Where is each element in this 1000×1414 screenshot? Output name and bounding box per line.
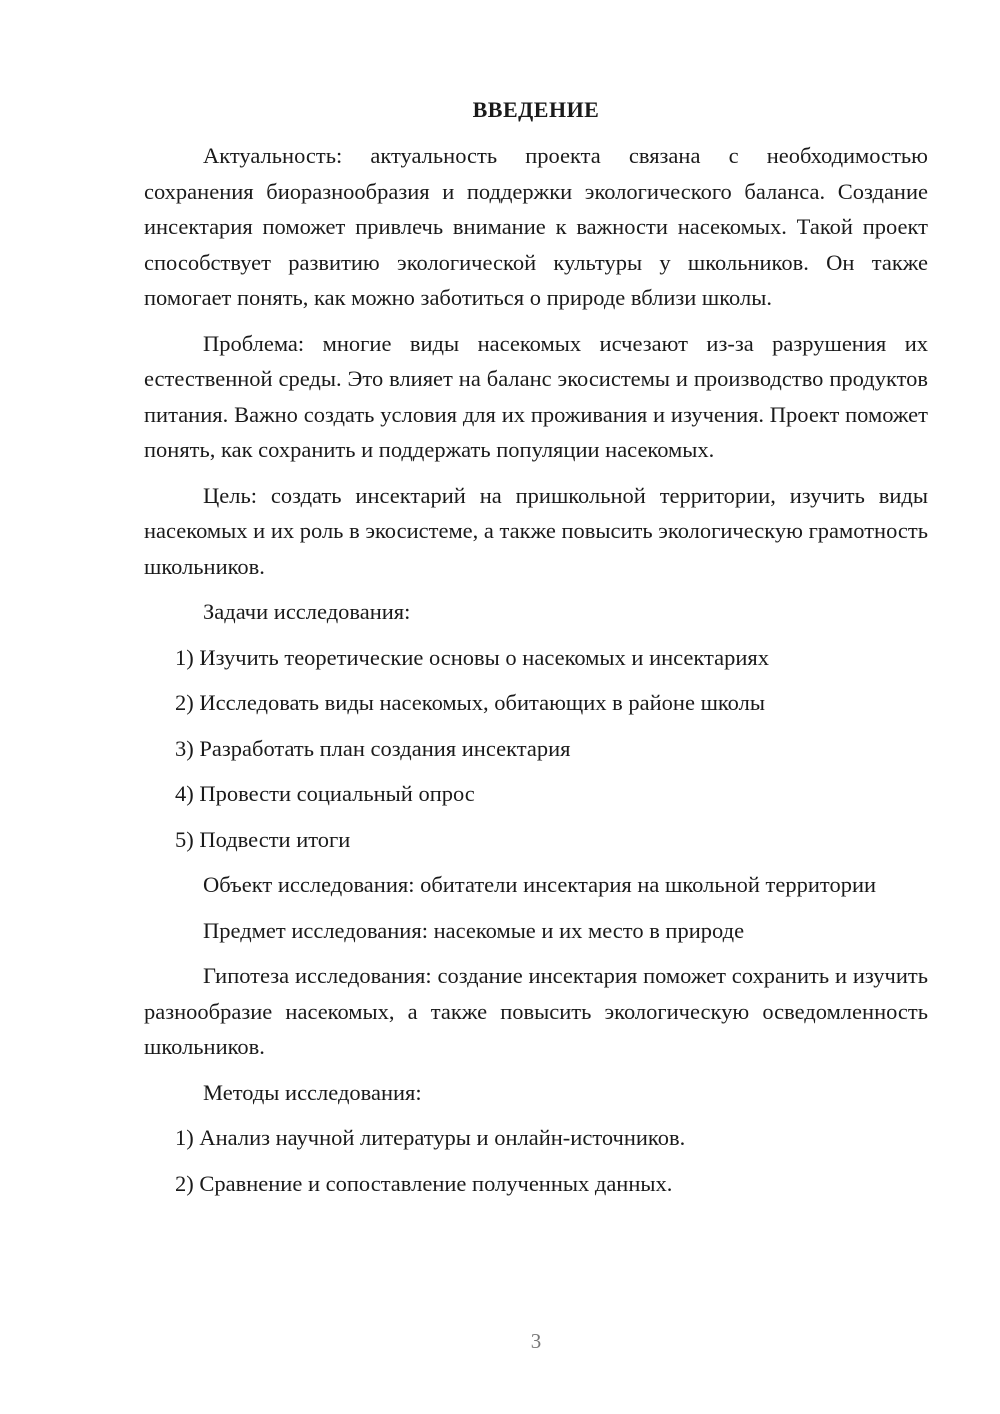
object-paragraph: Объект исследования: обитатели инсектария на школьной территории (203, 872, 877, 897)
page-number: 3 (530, 1329, 542, 1353)
subject-paragraph: Предмет исследования: насекомые и их место в природе (203, 917, 745, 943)
list-item: 4) Провести социальный опрос (175, 781, 475, 806)
tasks-list (144, 640, 928, 858)
list-item: 1) Изучить теоретические основы о насекомых и инсектариях (175, 644, 770, 670)
tasks-heading: Задачи исследования: (203, 599, 411, 624)
list-item: 3) Разработать план создания инсектария (175, 735, 571, 761)
list-item: 2) Сравнение и сопоставление полученных данных. (175, 1170, 673, 1196)
methods-list (144, 1120, 928, 1201)
methods-heading: Методы исследования: (203, 1079, 422, 1105)
goal-paragraph: Цель: создать инсектарий на пришкольной территории, изучить виды насекомых и их роль в экосистеме, а также повысить экологическую грамотность школьников. (144, 482, 928, 579)
list-item: 5) Подвести итоги (175, 826, 351, 852)
hypothesis-paragraph: Гипотеза исследования: создание инсектария поможет сохранить и изучить разнообразие насекомых, а также повысить экологическую осведомленность школьников. (144, 963, 928, 1059)
list-item: 1) Анализ научной литературы и онлайн-источников. (175, 1125, 686, 1150)
list-item: 2) Исследовать виды насекомых, обитающих в районе школы (175, 690, 765, 715)
document-page (144, 92, 928, 1211)
problem-paragraph: Проблема: многие виды насекомых исчезают из-за разрушения их естественной среды. Это влияет на баланс экосистемы и производство продуктов питания. Важно создать условия для их проживания и изучения. Проект поможет понять, как сохранить и поддержать популяции насекомых. (144, 330, 928, 462)
relevance-paragraph: Актуальность: актуальность проекта связана с необходимостью сохранения биоразнообразия и поддержки экологического баланса. Создание инсектария поможет привлечь внимание к важности насекомых. Такой проект способствует развитию экологической культуры у школьников. Он также помогает понять, как можно заботиться о природе вблизи школы. (144, 143, 928, 310)
page-title: ВВЕДЕНИЕ (472, 97, 600, 122)
